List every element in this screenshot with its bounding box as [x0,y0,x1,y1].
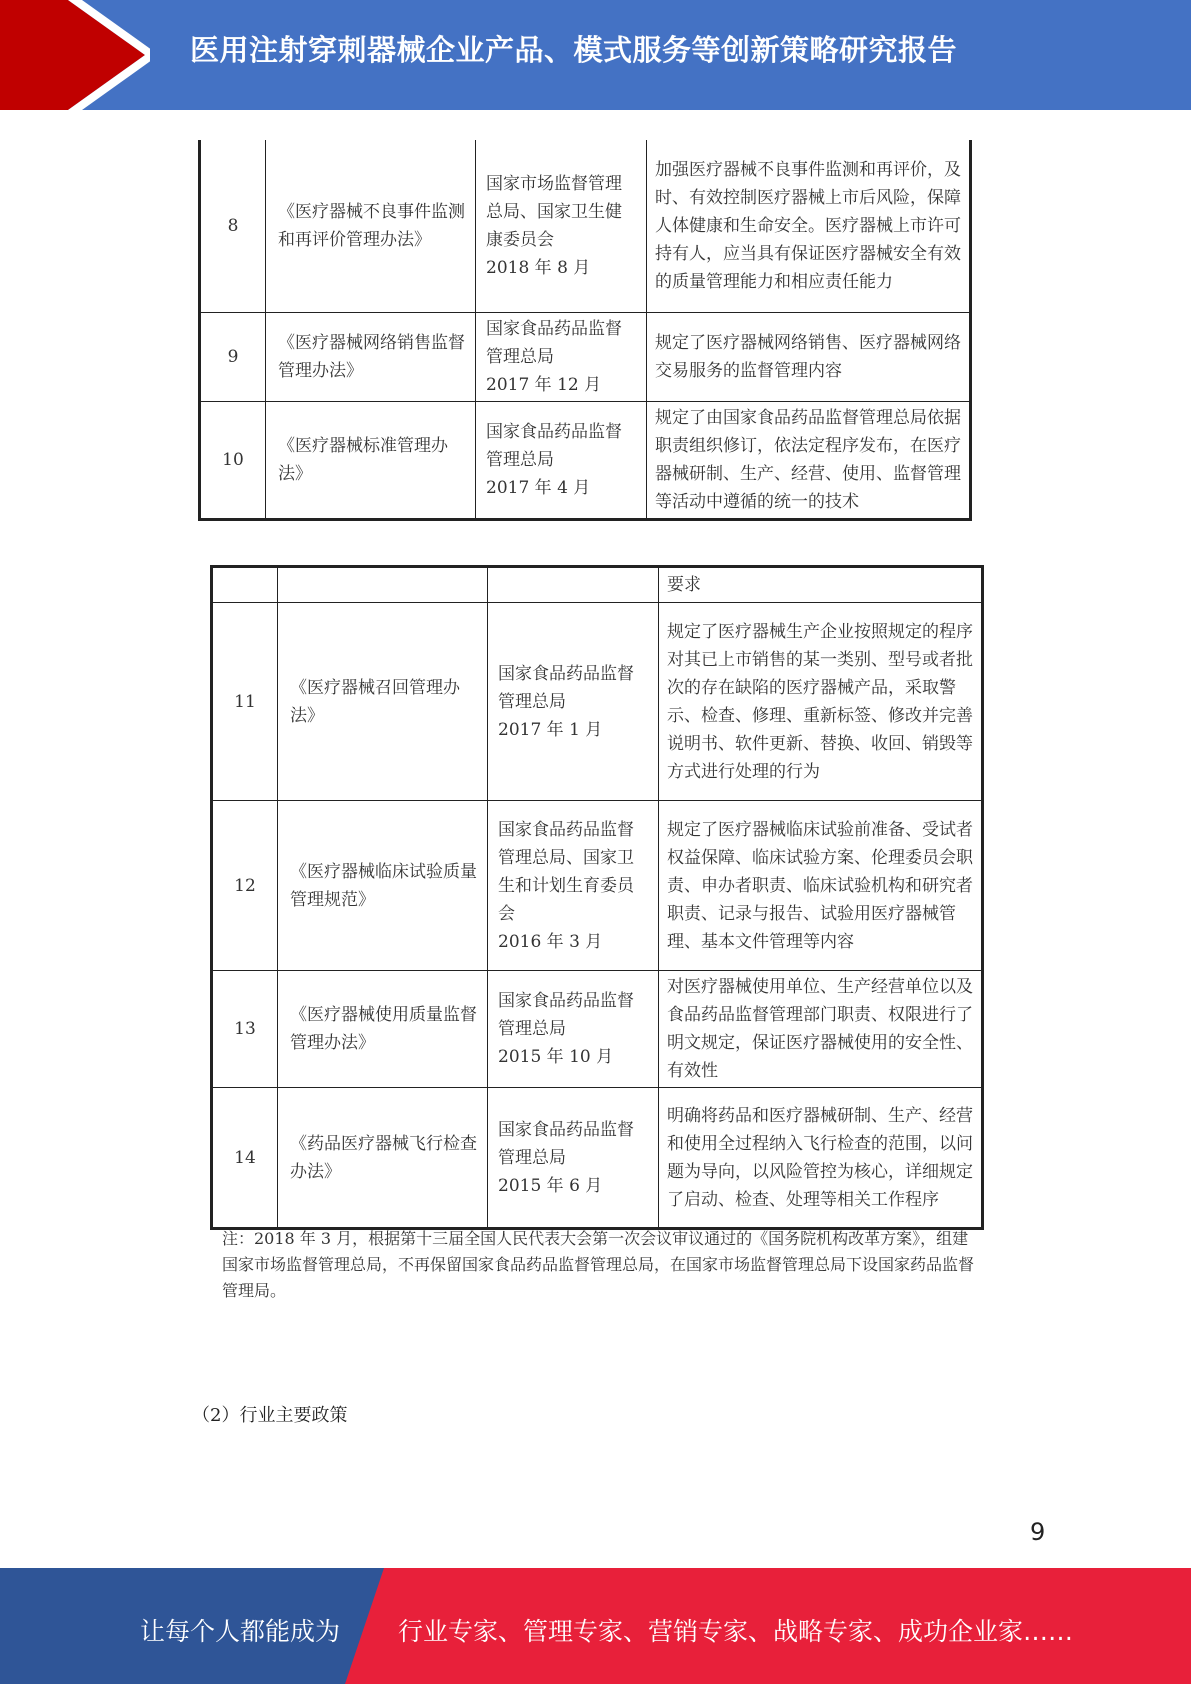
table-row [212,1088,983,1229]
issue-date: 2015 年 10 月 [498,1047,614,1067]
issuer-cell [488,971,659,1088]
page-footer [0,1568,1191,1684]
row-number: 13 [212,971,278,1088]
issue-date: 2017 年 1 月 [498,719,603,740]
regulation-table-part2 [210,565,984,1230]
issuer: 国家食品药品监督管理总局、国家卫生和计划生育委员会 [498,819,634,924]
table-row [200,140,971,312]
table-footnote: 注：2018 年 3 月，根据第十三届全国人民代表大会第一次会议审议通过的《国务院机构改革方案》，组建国家市场监督管理总局，不再保留国家食品药品监督管理总局，在国家市场监督管理总局下设国家药品监督管理局。 [222,1229,975,1300]
row-number: 12 [212,801,278,971]
report-title: 医用注射穿刺器械企业产品、模式服务等创新策略研究报告 [190,33,958,67]
issue-date: 2018 年 8 月 [486,257,591,278]
issuer: 国家市场监督管理总局、国家卫生健康委员会 [486,173,622,250]
regulation-description: 规定了医疗器械生产企业按照规定的程序对其已上市销售的某一类别、型号或者批次的存在缺陷的医疗器械产品，采取警示、检查、修理、重新标签、修改并完善说明书、软件更新、替换、收回、销毁等方式进行处理的行为 [659,603,983,801]
issuer-cell [476,312,647,401]
row-number: 11 [212,603,278,801]
regulation-description: 加强医疗器械不良事件监测和再评价，及时、有效控制医疗器械上市后风险，保障人体健康和生命安全。医疗器械上市许可持有人，应当具有保证医疗器械安全有效的质量管理能力和相应责任能力 [647,140,971,312]
table-row [212,971,983,1088]
row-number: 10 [200,401,266,519]
issuer: 国家食品药品监督管理总局 [498,1119,634,1168]
continued-description: 要求 [659,567,983,603]
issuer-cell [476,401,647,519]
table-row [200,401,971,519]
table-row [212,801,983,971]
issue-date: 2015 年 6 月 [498,1175,603,1196]
issuer: 国家食品药品监督管理总局 [498,663,634,712]
issuer-cell [488,603,659,801]
regulation-description: 明确将药品和医疗器械研制、生产、经营和使用全过程纳入飞行检查的范围，以问题为导向，以风险管控为核心，详细规定了启动、检查、处理等相关工作程序 [659,1088,983,1229]
regulation-name: 《医疗器械不良事件监测和再评价管理办法》 [266,140,476,312]
footer-slogan-left: 让每个人都能成为 [140,1617,341,1646]
issue-date: 2017 年 12 月 [486,374,602,395]
row-number: 8 [200,140,266,312]
regulation-name: 《医疗器械召回管理办法》 [278,603,488,801]
issuer-cell [488,801,659,971]
regulation-name: 《医疗器械网络销售监督管理办法》 [266,312,476,401]
footer-slogan-right: 行业专家、管理专家、营销专家、战略专家、成功企业家…… [398,1617,1074,1646]
issuer-cell [488,1088,659,1229]
regulation-description: 对医疗器械使用单位、生产经营单位以及食品药品监督管理部门职责、权限进行了明文规定，保证医疗器械使用的安全性、有效性 [659,971,983,1088]
page-number: 9 [1030,1518,1046,1546]
issuer: 国家食品药品监督管理总局 [486,318,622,367]
table-row [212,603,983,801]
regulation-description: 规定了医疗器械网络销售、医疗器械网络交易服务的监督管理内容 [647,312,971,401]
regulation-table-part1 [198,140,972,521]
issuer-cell [476,140,647,312]
regulation-name: 《药品医疗器械飞行检查办法》 [278,1088,488,1229]
regulation-name: 《医疗器械临床试验质量管理规范》 [278,801,488,971]
empty-cell [278,567,488,603]
row-number: 14 [212,1088,278,1229]
page-header [0,0,1191,110]
table-row-continuation [212,567,983,603]
regulation-name: 《医疗器械使用质量监督管理办法》 [278,971,488,1088]
regulation-description: 规定了由国家食品药品监督管理总局依据职责组织修订，依法定程序发布，在医疗器械研制、生产、经营、使用、监督管理等活动中遵循的统一的技术 [647,401,971,519]
empty-cell [488,567,659,603]
regulation-name: 《医疗器械标准管理办法》 [266,401,476,519]
regulation-description: 规定了医疗器械临床试验前准备、受试者权益保障、临床试验方案、伦理委员会职责、申办者职责、临床试验机构和研究者职责、记录与报告、试验用医疗器械管理、基本文件管理等内容 [659,801,983,971]
section-heading: （2）行业主要政策 [192,1405,348,1426]
header-arrow-decoration [0,0,150,110]
issue-date: 2016 年 3 月 [498,931,603,952]
empty-cell [212,567,278,603]
table-row [200,312,971,401]
row-number: 9 [200,312,266,401]
issue-date: 2017 年 4 月 [486,477,591,498]
issuer: 国家食品药品监督管理总局 [498,991,634,1039]
issuer: 国家食品药品监督管理总局 [486,421,622,470]
